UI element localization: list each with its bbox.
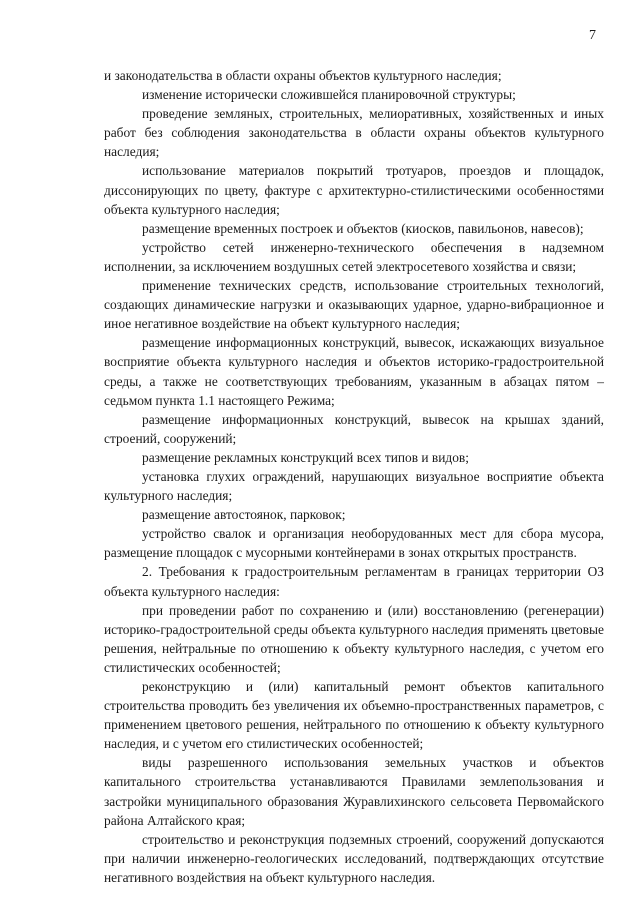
paragraph: и законодательства в области охраны объектов культурного наследия; <box>104 68 502 83</box>
paragraph: размещение информационных конструкций, вывесок, искажающих визуальное восприятие объекта культурного наследия и объектов историко-градостроительной среды, а также не соответствующих требованиям, указанным в абзацах пятом – седьмом пункта 1.1 настоящего Режима; <box>104 335 604 408</box>
paragraph: устройство сетей инженерно-технического обеспечения в надземном исполнении, за исключением воздушных сетей электросетевого хозяйства и связи; <box>104 239 604 274</box>
paragraph: строительство и реконструкция подземных строений, сооружений допускаются при наличии инженерно-геологических исследований, подтверждающих отсутствие негативного воздействия на объект культурного наследия. <box>104 831 604 885</box>
document-body <box>104 66 604 887</box>
paragraph: применение технических средств, использование строительных технологий, создающих динамические нагрузки и оказывающих ударное, ударно-вибрационное и иное негативное воздействие на объект культурного наследия; <box>104 278 604 332</box>
paragraph: виды разрешенного использования земельных участков и объектов капитального строительства устанавливаются Правилами землепользования и застройки муниципального образования Журавлихинского сельсовета Первомайского района Алтайского края; <box>104 755 604 828</box>
paragraph: изменение исторически сложившейся планировочной структуры; <box>142 87 516 103</box>
paragraph: 2. Требования к градостроительным регламентам в границах территории ОЗ объекта культурного наследия: <box>104 564 604 599</box>
paragraph: использование материалов покрытий тротуаров, проездов и площадок, диссонирующих по цвету, фактуре с архитектурно-стилистическими особенностями объекта культурного наследия; <box>104 163 604 217</box>
paragraph: проведение земляных, строительных, мелиоративных, хозяйственных и иных работ без соблюдения законодательства в области охраны объектов культурного наследия; <box>104 106 604 160</box>
paragraph: размещение информационных конструкций, вывесок на крышах зданий, строений, сооружений; <box>104 411 604 446</box>
paragraph: при проведении работ по сохранению и (или) восстановлению (регенерации) историко-градостроительной среды объекта культурного наследия применять цветовые решения, нейтральные по отношению к объекту культурного наследия, с учетом его стилистических особенностей; <box>104 602 604 675</box>
paragraph: размещение автостоянок, парковок; <box>142 507 346 523</box>
paragraph: устройство свалок и организация необорудованных мест для сбора мусора, размещение площадок с мусорными контейнерами в зонах открытых пространств. <box>104 526 604 561</box>
paragraph: установка глухих ограждений, нарушающих визуальное восприятие объекта культурного наследия; <box>104 468 604 504</box>
paragraph: реконструкцию и (или) капитальный ремонт объектов капитального строительства проводить без увеличения их объемно-пространственных параметров, с применением цветового решения, нейтрального по отношению к объекту культурного наследия, и с учетом его стилистических особенностей; <box>104 679 604 752</box>
paragraph: размещение временных построек и объектов (киосков, павильонов, навесов); <box>142 220 584 236</box>
paragraph: размещение рекламных конструкций всех типов и видов; <box>142 449 469 465</box>
page-number: 7 <box>589 28 596 43</box>
